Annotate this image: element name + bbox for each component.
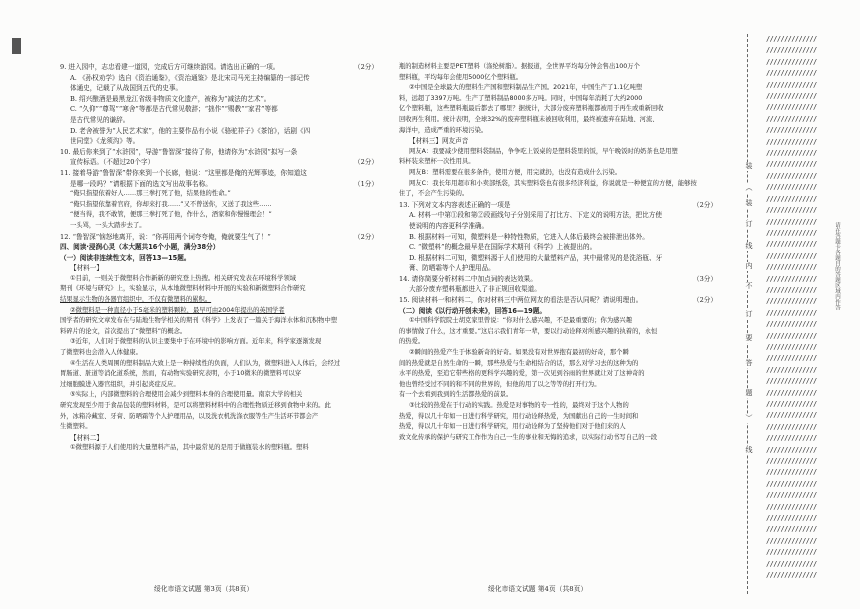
page-4-line-text: 亿个塑料瓶，这些塑料瓶最后都去了哪里？据统计，大部分废弃塑料瓶都被用于再生或重新回收 <box>399 105 664 113</box>
page-4-line <box>399 115 717 126</box>
page-3-line <box>60 253 378 264</box>
page-3-line <box>60 62 378 73</box>
page-3-line <box>60 369 378 380</box>
page-4-column <box>399 62 717 443</box>
binding-label: （ <box>740 184 754 193</box>
binding-label: 订 <box>740 220 754 229</box>
page-3-line <box>60 147 378 158</box>
page-4-line <box>399 210 717 221</box>
page-4-line-text: 网友C：我长年用超市和小卖部纸袋，其实塑料袋也有很多经济利益，你说就是一种便宜的方便，能够按 <box>409 179 697 187</box>
page-3-line-text: ⑤实际上，内部微塑料的合理使用会减少到塑料本身的合理使用量。南京大学的相关 <box>70 391 303 399</box>
page-3-line <box>60 73 378 84</box>
page-3-line <box>60 359 378 370</box>
page-4-line <box>399 189 717 200</box>
page-3-line-text: 生微塑料。 <box>60 423 92 431</box>
page-3-line-text: 料碎片的论文，首次提出了“微塑料”的概念。 <box>60 327 187 335</box>
page-3-line-text: “俺只指望依着好人……那三拳打死了他，结果他的性命。” <box>70 190 231 198</box>
page-3-line-text: 【材料一】 <box>70 264 103 273</box>
page-3-line <box>60 115 378 126</box>
binding-label: 装 <box>740 199 754 208</box>
page-3-line-text: 10. 最后你来到了“水浒园”，导游“鲁智深”接待了你，他请你为“水浒园”拟写一条 <box>60 147 298 156</box>
page-4-line <box>399 242 717 253</box>
page-3-line-text: ②微塑料是一种直径小于5毫米的塑料颗粒，最早可由2004年提出的英国学者 <box>70 306 285 314</box>
page-4-line <box>399 179 717 190</box>
page-4-line-text: （二）阅读《以行动开创未来》，回答16—19题。 <box>399 306 546 315</box>
page-3-line <box>60 380 378 391</box>
page-3-line-text: 11. 接着导游“鲁智深”带你来到一个长廊，他说：“这里都是俺的光辉事迹，你知道这 <box>60 168 307 177</box>
page-4-line <box>399 126 717 137</box>
page-3-line <box>60 337 378 348</box>
page-3-line <box>60 126 378 137</box>
page-3-line-text: B. 绍兴酿酒是最黑龙江省级非物质文化遗产，被称为“减法的艺术”。 <box>70 94 271 103</box>
page-3-line-text: 国学者的研究文章发布在与陆地生物学相关的期刊《科学》上发表了一篇关于海洋水体和沉积物中塑 <box>60 317 338 325</box>
page-3-line <box>60 348 378 359</box>
page-3-line <box>60 157 378 168</box>
page-3-line <box>60 136 378 147</box>
page-3-line-text: 胃肠道、脏道等消化道系统，然而，有动物实验研究表明，小于10微米的微塑料可以穿 <box>60 370 301 378</box>
page-4-line <box>399 295 717 306</box>
page-3-line-text: 是古代常见的谦辞。 <box>70 115 130 124</box>
page-4-line-text: 13. 下列对文本内容表述正确的一项是 <box>399 200 511 209</box>
page-4-line <box>399 62 717 73</box>
binding-label: 线 <box>740 242 754 251</box>
page-3-line-text: 研究发现至少用于食品包装的塑料材料，是可以将塑料材料中的合理性物质迁移到食物中来的。此 <box>60 402 331 409</box>
page-4-line <box>399 316 717 327</box>
question-points: （2分） <box>354 232 378 241</box>
binding-margin <box>738 34 854 594</box>
page-4-line <box>399 380 717 391</box>
page-3-line <box>60 316 378 327</box>
page-4-line-text: 回收再生利用。统计表明，全球32%的废弃塑料瓶未被回收利用，最终被遗弃在陆地、河流、 <box>399 115 659 123</box>
page-4-line <box>399 200 717 211</box>
page-3-footer: 绥化市语文试题 第3页（共8页） <box>154 585 254 593</box>
page-4-line-text: ②中国是全球最大的塑料生产国和塑料制品生产国。2021年，中国生产了1.1亿吨塑 <box>409 84 643 92</box>
page-3-line-text: D. 老舍被誉为“人民艺术家”，他的主要作品有小说《骆驼祥子》《茶馆》，话剧《四 <box>70 126 311 135</box>
question-points: （1分） <box>354 179 378 188</box>
page-4-line-text: 的热爱。 <box>399 338 425 346</box>
page-4-line <box>399 274 717 285</box>
page-4-line <box>399 83 717 94</box>
page-4-line-text: 热爱，得以几十年如一日进行科学研究，用行动诠释热爱，为国献出自己的一生时间和 <box>399 412 639 420</box>
page-3-line <box>60 263 378 274</box>
page-4-line-text: 塑料瓶，平均每年会使用5000亿个塑料瓶。 <box>399 73 523 81</box>
question-points: （3分） <box>693 274 717 283</box>
page-3-line <box>60 83 378 94</box>
page-3-line-text: 【材料二】 <box>70 433 103 442</box>
page-3-line <box>60 327 378 338</box>
page-3-line <box>60 200 378 211</box>
page-4-line-text: 瓶的制造材料主要是PET塑料（涤纶树脂）。据报道，全世界平均每分钟会售出100万个 <box>399 63 640 70</box>
page-4-line-text: ①中国科学院院士胡克家里曾说：“你对什么感兴趣，不是最重要的；你为感兴趣 <box>409 317 633 325</box>
page-3-line-text: 期刊《环境与研究》上，实验显示，从本地微塑料材料中开展的实验和新微塑料合作研究 <box>60 285 306 293</box>
binding-label: 不 <box>740 282 754 291</box>
page-3-line-text: 结果显示生物的各器官组织中，不仅有微塑料的累积。 <box>60 296 212 304</box>
page-4-line <box>399 168 717 179</box>
page-3-line <box>60 433 378 444</box>
page-4-line-text: A. 材料一中第①段和第②段画线句子分别采用了打比方、下定义的说明方法，把比方使 <box>409 211 662 220</box>
page-4-line-text: ③比较的热爱在于行动的实践。热爱是对事物的专一性的，最终对于这个人物的 <box>409 402 629 409</box>
page-3-line <box>60 295 378 306</box>
page-4-line <box>399 390 717 401</box>
page-3-line <box>60 94 378 105</box>
page-3-line <box>60 443 378 454</box>
binding-label: 订 <box>740 310 754 319</box>
page-4-line <box>399 263 717 274</box>
page-4-line-text: C. “微塑料”的概念最早是在国际学术期刊《科学》上被提出的。 <box>409 243 597 252</box>
page-4-line <box>399 306 717 317</box>
page-3-line-text: ③近年，人们对于微塑料的认识主要集中于在环境中的影响方面。近年来，科学家逐渐发现 <box>70 338 322 346</box>
page-4-line-text: B. 根据材料一可知，微塑料是一种特性物质，它进入人体后最终会被排泄出体外。 <box>409 232 649 241</box>
page-4-line-text: 使说明的内容更科学准确。 <box>409 221 489 230</box>
page-4-line-text: 间的热爱就是自然生命的一瞬，那些热爱与生命相结合的话，那么对学习去的这种为的 <box>399 359 639 367</box>
page-4-line-text: 网友A：我要减少使用塑料袋制品，争争吃上饭桌的是塑料袋里的饭，早午晚饭时的奶茶也是用塑 <box>409 147 678 155</box>
page-3-line-text: 12. “鲁智深”恼怒地离开，说：“你再用两个词夸夸俺，俺就要生气了！” <box>60 232 271 241</box>
page-3-line-text: 过细胞膜进入器官组织，并引起炎症反应。 <box>60 380 180 388</box>
page-3-line <box>60 390 378 401</box>
page-4-line-text: 大部分废弃塑料瓶都进入了非正规回收渠道。 <box>409 285 541 294</box>
question-points: （2分） <box>693 296 717 305</box>
page-3-line-text: C. “久仰”“尊驾”“寒舍”等都是古代常见敬辞；“拙作”“赐教”“家君”等都 <box>70 105 278 114</box>
page-4-line <box>399 104 717 115</box>
page-4-line-text: 热爱，得以几十年如一日进行科学研究，用行动诠释为了坚持他们对于他们来的人 <box>399 423 626 431</box>
page-4-line <box>399 433 717 444</box>
page-3-line <box>60 189 378 200</box>
page-3-line-text: ④生活在人类周围的塑料制品大致上是一种持续性的负面，人们认为，微塑料进入人体后，会经过 <box>70 359 341 367</box>
page-4-line <box>399 359 717 370</box>
page-3-line-text: “俺只指望依靠着官府，你却来打我……”又不曾送你，又送了我这些…… <box>70 200 272 208</box>
page-4-footer: 绥化市语文试题 第4页（共8页） <box>488 585 588 593</box>
page-3-line-text: 一头骂，一头大踏步去了。 <box>70 221 146 229</box>
page-3-line <box>60 401 378 412</box>
page-3-line-text: 9. 进入园中，志忠看建一道园，完成后方可继续游园。请选出正确的一项。 <box>60 63 280 71</box>
page-4-line-text: 料，远超了3397万吨。生产了塑料制品8000多万吨。同时，中国每年消耗了大约2000 <box>399 94 643 102</box>
page-4-line-text: 15. 阅读材料一和材料二，你对材料三中两位网友的看法是否认同呢？请说明理由。 <box>399 296 643 305</box>
binding-label: ） <box>740 414 754 423</box>
page-4-line-text: 住了，不会产生污染的。 <box>399 190 469 198</box>
page-4-line <box>399 73 717 84</box>
page-3-line-text: ①微塑料源于人们使用的大量塑料产品，其中最常见的是用于做瓶装水的塑料瓶。塑料 <box>70 444 309 452</box>
page-4-line-text: 他也曾经受过不同的和不同的世界的，但他的用了以之等等的打开行为。 <box>399 380 601 388</box>
page-4-line-text: 14. 请你简要分析材料二中加点词的表达效果。 <box>399 274 537 283</box>
page-4-line <box>399 369 717 380</box>
page-4-line-text: 的事情做了什么，这才重要。”这启示我们青年一辈，要以行动诠释对所感兴趣的执着的，永恒 <box>399 327 658 335</box>
page-3-line-text: 外，冰箱冷藏室、牙膏、防晒霜等个人护理用品，以及洗衣机洗涤衣服等生产生活环节都会产 <box>60 412 319 420</box>
page-3-line <box>60 210 378 221</box>
page-4-line-text: 海洋中，造成严重的环境污染。 <box>399 126 488 134</box>
page-4-line <box>399 412 717 423</box>
page-3-column <box>60 62 378 454</box>
page-3-line-text: 宣传标语。（不超过20个字） <box>70 158 155 167</box>
page-4-line <box>399 348 717 359</box>
page-4-line <box>399 401 717 412</box>
page-4-line-text: 网友B：塑料需要在很多条件，使用方便，用完就扔，也没有造成什么污染。 <box>409 168 622 176</box>
page-3-line <box>60 284 378 295</box>
page-3-line-text: 是哪一段吗？”请根据下面的选文写出故事名称。 <box>70 179 212 188</box>
page-4-line-text: 水平的热爱，至追它带些格的更科学兴趣的爱，第一次见到谷雨的世界就让对了这神奇的 <box>399 370 645 378</box>
binding-label: 答 <box>740 359 754 368</box>
page-4-line <box>399 94 717 105</box>
binding-label: 要 <box>740 334 754 343</box>
binding-label: 线 <box>740 446 754 455</box>
page-3-line-text: 世同堂》《龙须沟》等。 <box>70 137 140 146</box>
page-3-line-text: （一）阅读非连续性文本，回答13—15题。 <box>60 253 191 262</box>
registration-mark <box>12 38 21 54</box>
page-3-line <box>60 242 378 253</box>
page-4-line <box>399 253 717 264</box>
question-points: （2分） <box>354 63 378 71</box>
page-4-line <box>399 157 717 168</box>
page-4-line <box>399 221 717 232</box>
question-points: （2分） <box>354 158 378 167</box>
slash-fill-lines: ////////////// ////////////// ////////////// ////////////// ////////////// ////////////// ////////////// ////////////// ////////////// ////////////// ////////////// ////////////// ////////////// ////////////// ////////////// ////////////// ////////////// ////////////// ////////////// ////////////// ////////////// ////////////// ////////////// ////////////// ////////////// ////////////// ////////////// ////////////// ////////////// ////////////// ////////////// ////////////// ////////////// ////////////// ////////////// ////////////// ////////////// ////////////// ////////////// ////////////// ////////////// ////////////// ////////////// ////////////// ////////////// ////////////// ////////////// ////////////// <box>766 35 817 580</box>
page-3-line-text: ①目前，一则关于微塑料合作新新的研究登上热搜。相关研究发表在环境科学领域 <box>70 274 297 282</box>
page-3-line <box>60 274 378 285</box>
page-4-line-text: D. 根据材料二可知，微塑料源于人们使用的大量塑料产品，其中最常见的是洗浴瓶、牙 <box>409 253 663 262</box>
page-4-line-text: 有一个去看到我到的生活都热爱的前景。 <box>399 391 513 399</box>
binding-label: 题 <box>740 389 754 398</box>
page-4-line-text: 料杯装来塑杯一次性用具。 <box>399 158 475 166</box>
page-4-line <box>399 284 717 295</box>
binding-note: 请在答题卡各题目的答题区域内作答 <box>834 222 840 310</box>
page-4-line <box>399 327 717 338</box>
page-3-line <box>60 168 378 179</box>
page-3-line <box>60 412 378 423</box>
page-4-line <box>399 422 717 433</box>
page-3-line <box>60 104 378 115</box>
page-4-line-text: 【材料三】网友声音 <box>409 137 469 146</box>
binding-label: 内 <box>740 262 754 271</box>
page-3-line-text: “便当得，我不敢管，便那三拳打死了他，作什么，酒家和你慢慢理会！” <box>70 211 272 219</box>
page-4-line-text: 致文化传承的保护与研究工作作为自己一生的事业和无悔的追求，以实际行动书写自己的一段 <box>399 433 658 441</box>
page-4-line <box>399 147 717 158</box>
page-3-line <box>60 306 378 317</box>
page-3-line <box>60 179 378 190</box>
page-4-line <box>399 232 717 243</box>
question-points: （2分） <box>693 200 717 209</box>
binding-label: 装 <box>740 162 754 171</box>
page-3-line-text: 体通史，记载了从战国到五代的史事。 <box>70 84 183 93</box>
page-4-line <box>399 337 717 348</box>
page-3-line-text: 四、阅读·浸润心灵（本大题共16个小题，满分38分） <box>60 243 220 252</box>
page-3-line <box>60 232 378 243</box>
page-3-line <box>60 221 378 232</box>
page-3-line <box>60 422 378 433</box>
page-4-line-text: ②瞬间的热爱产生于体验新奇的好奇。如果没有对世界抱有最初的好奇，那个瞬 <box>409 349 629 357</box>
page-4-line <box>399 136 717 147</box>
page-3-line-text: 了微塑料也会潜入人体健康。 <box>60 349 142 357</box>
page-4-line-text: 膏、防晒霜等个人护理用品。 <box>409 264 495 273</box>
page-3-line-text: A. 《孙权劝学》选自《资治通鉴》，《资治通鉴》是北宋司马光主持编纂的一部记传 <box>70 73 310 82</box>
